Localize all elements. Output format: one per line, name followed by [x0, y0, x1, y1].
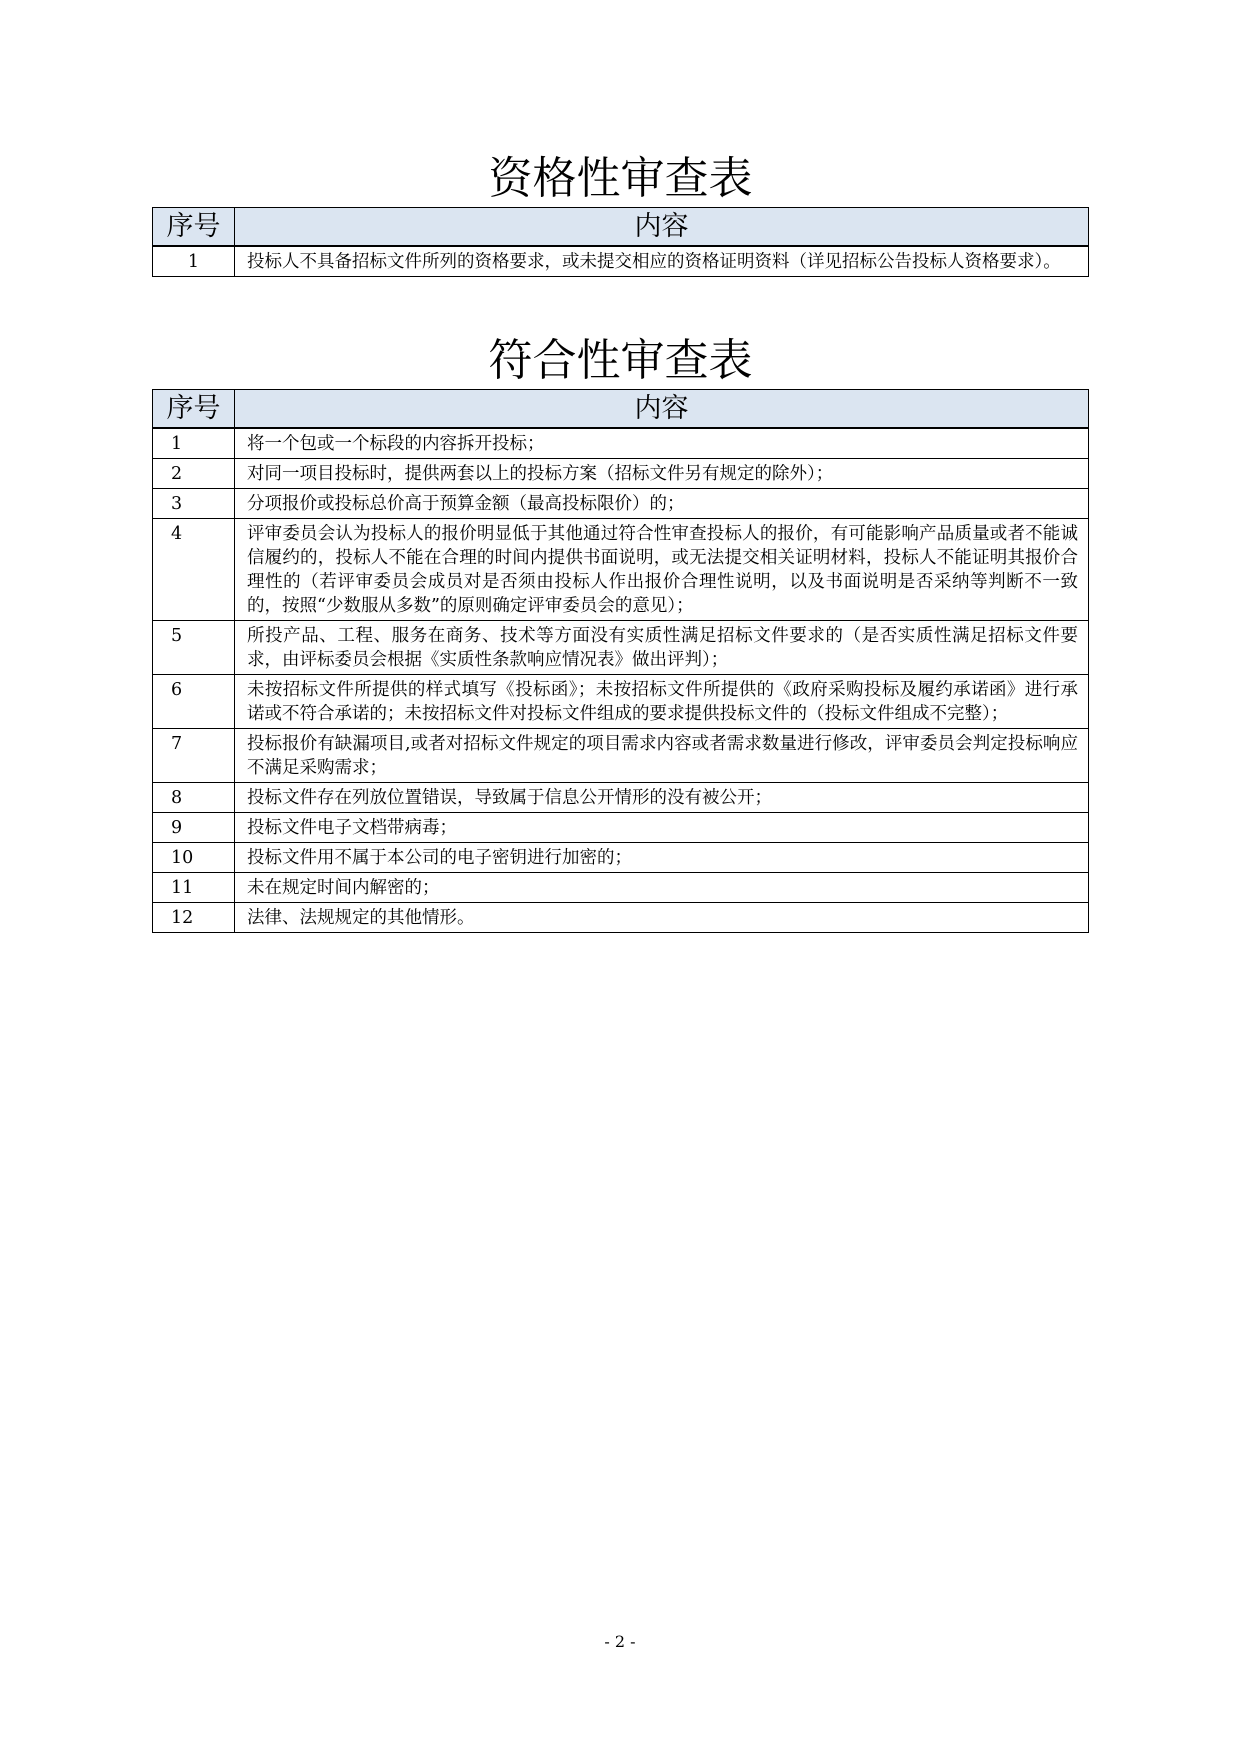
row-number: 6: [153, 675, 235, 729]
row-content: 未在规定时间内解密的；: [235, 873, 1089, 903]
row-content: 投标文件存在列放位置错误，导致属于信息公开情形的没有被公开；: [235, 783, 1089, 813]
row-number: 12: [153, 903, 235, 933]
row-content: 投标人不具备招标文件所列的资格要求，或未提交相应的资格证明资料（详见招标公告投标人资格要求）。: [235, 246, 1089, 277]
table-row: [153, 621, 1089, 675]
row-number: 3: [153, 489, 235, 519]
row-content: 对同一项目投标时，提供两套以上的投标方案（招标文件另有规定的除外）；: [235, 459, 1089, 489]
table-row: [153, 459, 1089, 489]
compliance-review-table: [152, 389, 1089, 933]
row-number: 7: [153, 729, 235, 783]
header-content: 内容: [235, 208, 1089, 247]
row-number: 2: [153, 459, 235, 489]
table-row: [153, 675, 1089, 729]
row-content: 投标文件电子文档带病毒；: [235, 813, 1089, 843]
table-row: [153, 903, 1089, 933]
compliance-review-title: 符合性审查表: [488, 335, 753, 386]
row-content: 评审委员会认为投标人的报价明显低于其他通过符合性审查投标人的报价，有可能影响产品质量或者不能诚信履约的，投标人不能在合理的时间内提供书面说明，或无法提交相关证明材料，投标人不能证明其报价合理性的（若评审委员会成员对是否须由投标人作出报价合理性说明，以及书面说明是否采纳等判断不一致的，按照“少数服从多数”的原则确定评审委员会的意见）；: [235, 519, 1089, 621]
row-content: 未按招标文件所提供的样式填写《投标函》；未按招标文件所提供的《政府采购投标及履约承诺函》进行承诺或不符合承诺的；未按招标文件对投标文件组成的要求提供投标文件的（投标文件组成不完整）；: [235, 675, 1089, 729]
qualification-review-title: 资格性审查表: [488, 153, 753, 204]
table-header-row: [153, 208, 1089, 247]
header-no: 序号: [153, 390, 235, 429]
table-row: [153, 843, 1089, 873]
row-content: 将一个包或一个标段的内容拆开投标；: [235, 428, 1089, 459]
table-header-row: [153, 390, 1089, 429]
row-number: 1: [153, 428, 235, 459]
table-row: [153, 428, 1089, 459]
table-row: [153, 729, 1089, 783]
row-content: 投标文件用不属于本公司的电子密钥进行加密的；: [235, 843, 1089, 873]
row-content: 所投产品、工程、服务在商务、技术等方面没有实质性满足招标文件要求的（是否实质性满足招标文件要求，由评标委员会根据《实质性条款响应情况表》做出评判）；: [235, 621, 1089, 675]
page-number: - 2 -: [604, 1632, 636, 1651]
qualification-review-table: [152, 207, 1089, 277]
table-row: [153, 783, 1089, 813]
row-number: 8: [153, 783, 235, 813]
table-row: [153, 489, 1089, 519]
row-content: 投标报价有缺漏项目,或者对招标文件规定的项目需求内容或者需求数量进行修改，评审委员会判定投标响应不满足采购需求；: [235, 729, 1089, 783]
header-no: 序号: [153, 208, 235, 247]
table-row: [153, 873, 1089, 903]
row-number: 1: [153, 246, 235, 277]
row-content: 分项报价或投标总价高于预算金额（最高投标限价）的；: [235, 489, 1089, 519]
table-row: [153, 246, 1089, 277]
header-content: 内容: [235, 390, 1089, 429]
table-row: [153, 813, 1089, 843]
row-number: 5: [153, 621, 235, 675]
row-number: 11: [153, 873, 235, 903]
row-number: 4: [153, 519, 235, 621]
row-content: 法律、法规规定的其他情形。: [235, 903, 1089, 933]
table-row: [153, 519, 1089, 621]
row-number: 9: [153, 813, 235, 843]
row-number: 10: [153, 843, 235, 873]
